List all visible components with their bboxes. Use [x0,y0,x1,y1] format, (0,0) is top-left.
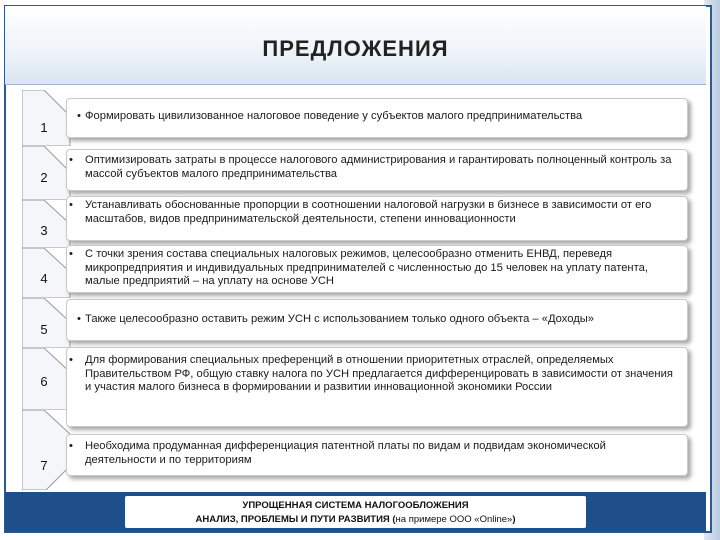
footer-band [5,492,706,532]
footer-line-1: УПРОЩЕННАЯ СИСТЕМА НАЛОГООБЛОЖЕНИЯ [242,500,469,511]
step-chevron-2 [22,146,72,200]
footer-line-2-sub: на примере ООО «Online» [395,514,513,525]
step-number: 2 [40,170,48,185]
proposal-text: Устанавливать обоснованные пропорции в соотношении налоговой нагрузки в бизнесе в зависимости от его масштабов, видов предпринимательской деятельности, степени инновационности [85,199,652,225]
bullet: • [69,248,73,260]
bullet: • [69,154,73,166]
step-chevron-6 [22,348,72,410]
step-number: 1 [40,120,48,135]
proposal-box-2 [66,149,688,191]
proposal-text: С точки зрения состава специальных налоговых режимов, целесообразно отменить ЕНВД, переведя микропредприятия и индивидуальных предпринимателей с численностью до 15 человек на уплату патента, малые предприятий – на уплату на основе УСН [85,248,648,287]
footer-caption [125,496,586,528]
proposal-box-3 [66,196,688,241]
proposal-text: Для формирования специальных преференций в отношении приоритетных отраслей, определяемых Правительством РФ, общую ставку налога по УСН предлагается дифференцировать в зависимости от значения и участия малого бизнеса в формировании и развитии инновационной экономики России [85,354,673,393]
proposal-box-5 [66,299,688,341]
bullet: • [77,313,81,325]
bullet: • [69,199,73,211]
bullet: • [77,110,81,122]
bullet: • [69,440,73,452]
step-chevron-5 [22,298,72,348]
footer-line-2-end: ) [512,514,516,525]
step-number: 4 [40,271,48,286]
slide-title: ПРЕДЛОЖЕНИЯ [262,36,449,61]
bullet: • [69,354,73,366]
step-number: 7 [40,458,48,473]
proposal-box-1 [66,98,688,138]
proposal-box-7 [66,434,688,476]
title-band [5,6,706,85]
step-number: 6 [40,374,48,389]
step-chevron-3 [22,200,72,248]
footer-line-2-main: АНАЛИЗ, ПРОБЛЕМЫ И ПУТИ РАЗВИТИЯ ( [195,514,396,525]
step-chevron-7 [22,410,72,490]
proposal-box-6 [66,347,688,427]
step-chevron-4 [22,248,72,298]
step-number: 3 [40,223,48,238]
proposal-text: Формировать цивилизованное налоговое поведение у субъектов малого предпринимательства [85,110,583,122]
proposal-text: Также целесообразно оставить режим УСН с использованием только одного объекта – «Доходы» [85,313,594,325]
proposal-box-4 [66,245,688,293]
proposal-text: Оптимизировать затраты в процессе налогового администрирования и гарантировать полноценный контроль за массой субъектов малого предпринимательства [85,154,672,180]
step-number: 5 [40,322,48,337]
footer-line-2 [125,513,586,527]
step-chevron-1 [22,90,72,146]
proposal-text: Необходима продуманная дифференциация патентной платы по видам и подвидам экономической деятельности и по территориям [85,440,606,466]
